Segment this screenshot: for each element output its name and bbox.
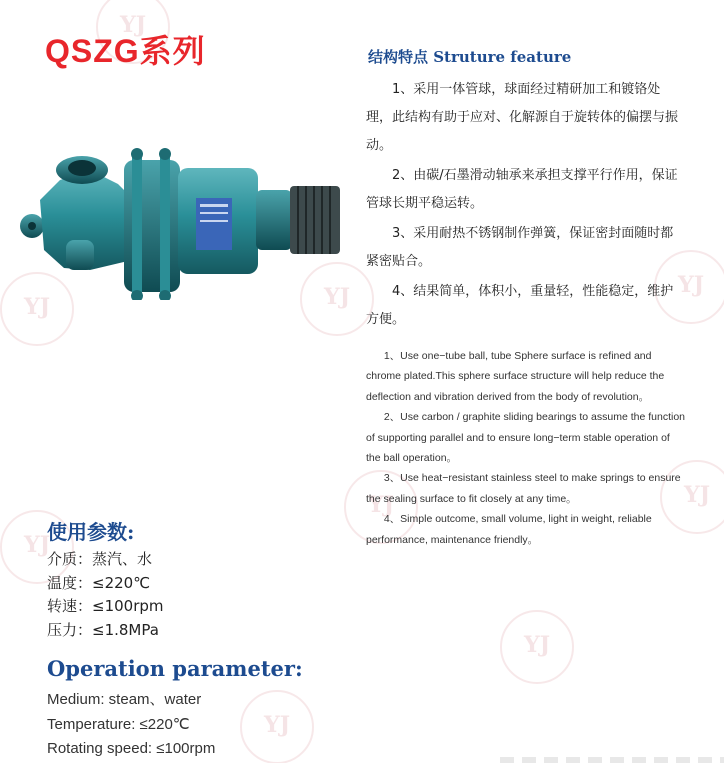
chinese-feature-list xyxy=(366,76,682,336)
feature-item: 3、采用耐热不锈钢制作弹簧，保证密封面随时都紧密贴合。 xyxy=(366,226,674,269)
bottom-strip xyxy=(500,757,724,763)
param-speed: 转速：≤100rpm xyxy=(47,597,164,615)
param-speed-en: Rotating speed: ≤100rpm xyxy=(47,740,216,757)
feature-item: 1、采用一体管球，球面经过精研加工和镀铬处理，此结构有助于应对、化解源自于旋转体的偏摆与振动。 xyxy=(366,82,679,153)
watermark-seal xyxy=(500,610,574,684)
watermark-seal xyxy=(240,690,314,763)
params-cn-heading: 使用参数: xyxy=(47,520,135,544)
param-temperature-en: Temperature: ≤220℃ xyxy=(47,715,190,733)
param-medium-en: Medium: steam、water xyxy=(47,691,202,708)
page-title: QSZG系列 xyxy=(45,33,206,69)
feature-item: 1、Use one−tube ball, tube Sphere surface is refined and chrome plated.This sphere surface structure will help reduce the deflection and vibration derived from the body of revolution。 xyxy=(366,350,665,403)
feature-item: 4、Simple outcome, small volume, light in weight, reliable performance, maintenance friendly。 xyxy=(366,513,652,546)
structure-feature-heading: 结构特点 Struture feature xyxy=(368,48,572,66)
param-temperature: 温度：≤220℃ xyxy=(47,573,151,592)
feature-item: 2、Use carbon / graphite sliding bearings to assume the function of supporting parallel and to ensure long−term stable operation of the ball operation。 xyxy=(366,411,686,465)
feature-item: 2、由碳/石墨滑动轴承来承担支撑平行作用，保证管球长期平稳运转。 xyxy=(366,168,678,211)
feature-item: 3、Use heat−resistant stainless steel to make springs to ensure the sealing surface to fit closely at any time。 xyxy=(366,472,681,505)
param-pressure: 压力：≤1.8MPa xyxy=(47,620,159,639)
params-en-heading: Operation parameter: xyxy=(47,656,303,681)
param-medium: 介质：蒸汽、水 xyxy=(47,550,153,568)
params-en-list xyxy=(47,688,215,762)
feature-item: 4、结果简单，体积小，重量轻，性能稳定，维护方便。 xyxy=(366,284,674,327)
params-cn-list xyxy=(47,548,164,642)
english-feature-list xyxy=(366,346,686,550)
rotary-joint-image xyxy=(20,140,360,300)
